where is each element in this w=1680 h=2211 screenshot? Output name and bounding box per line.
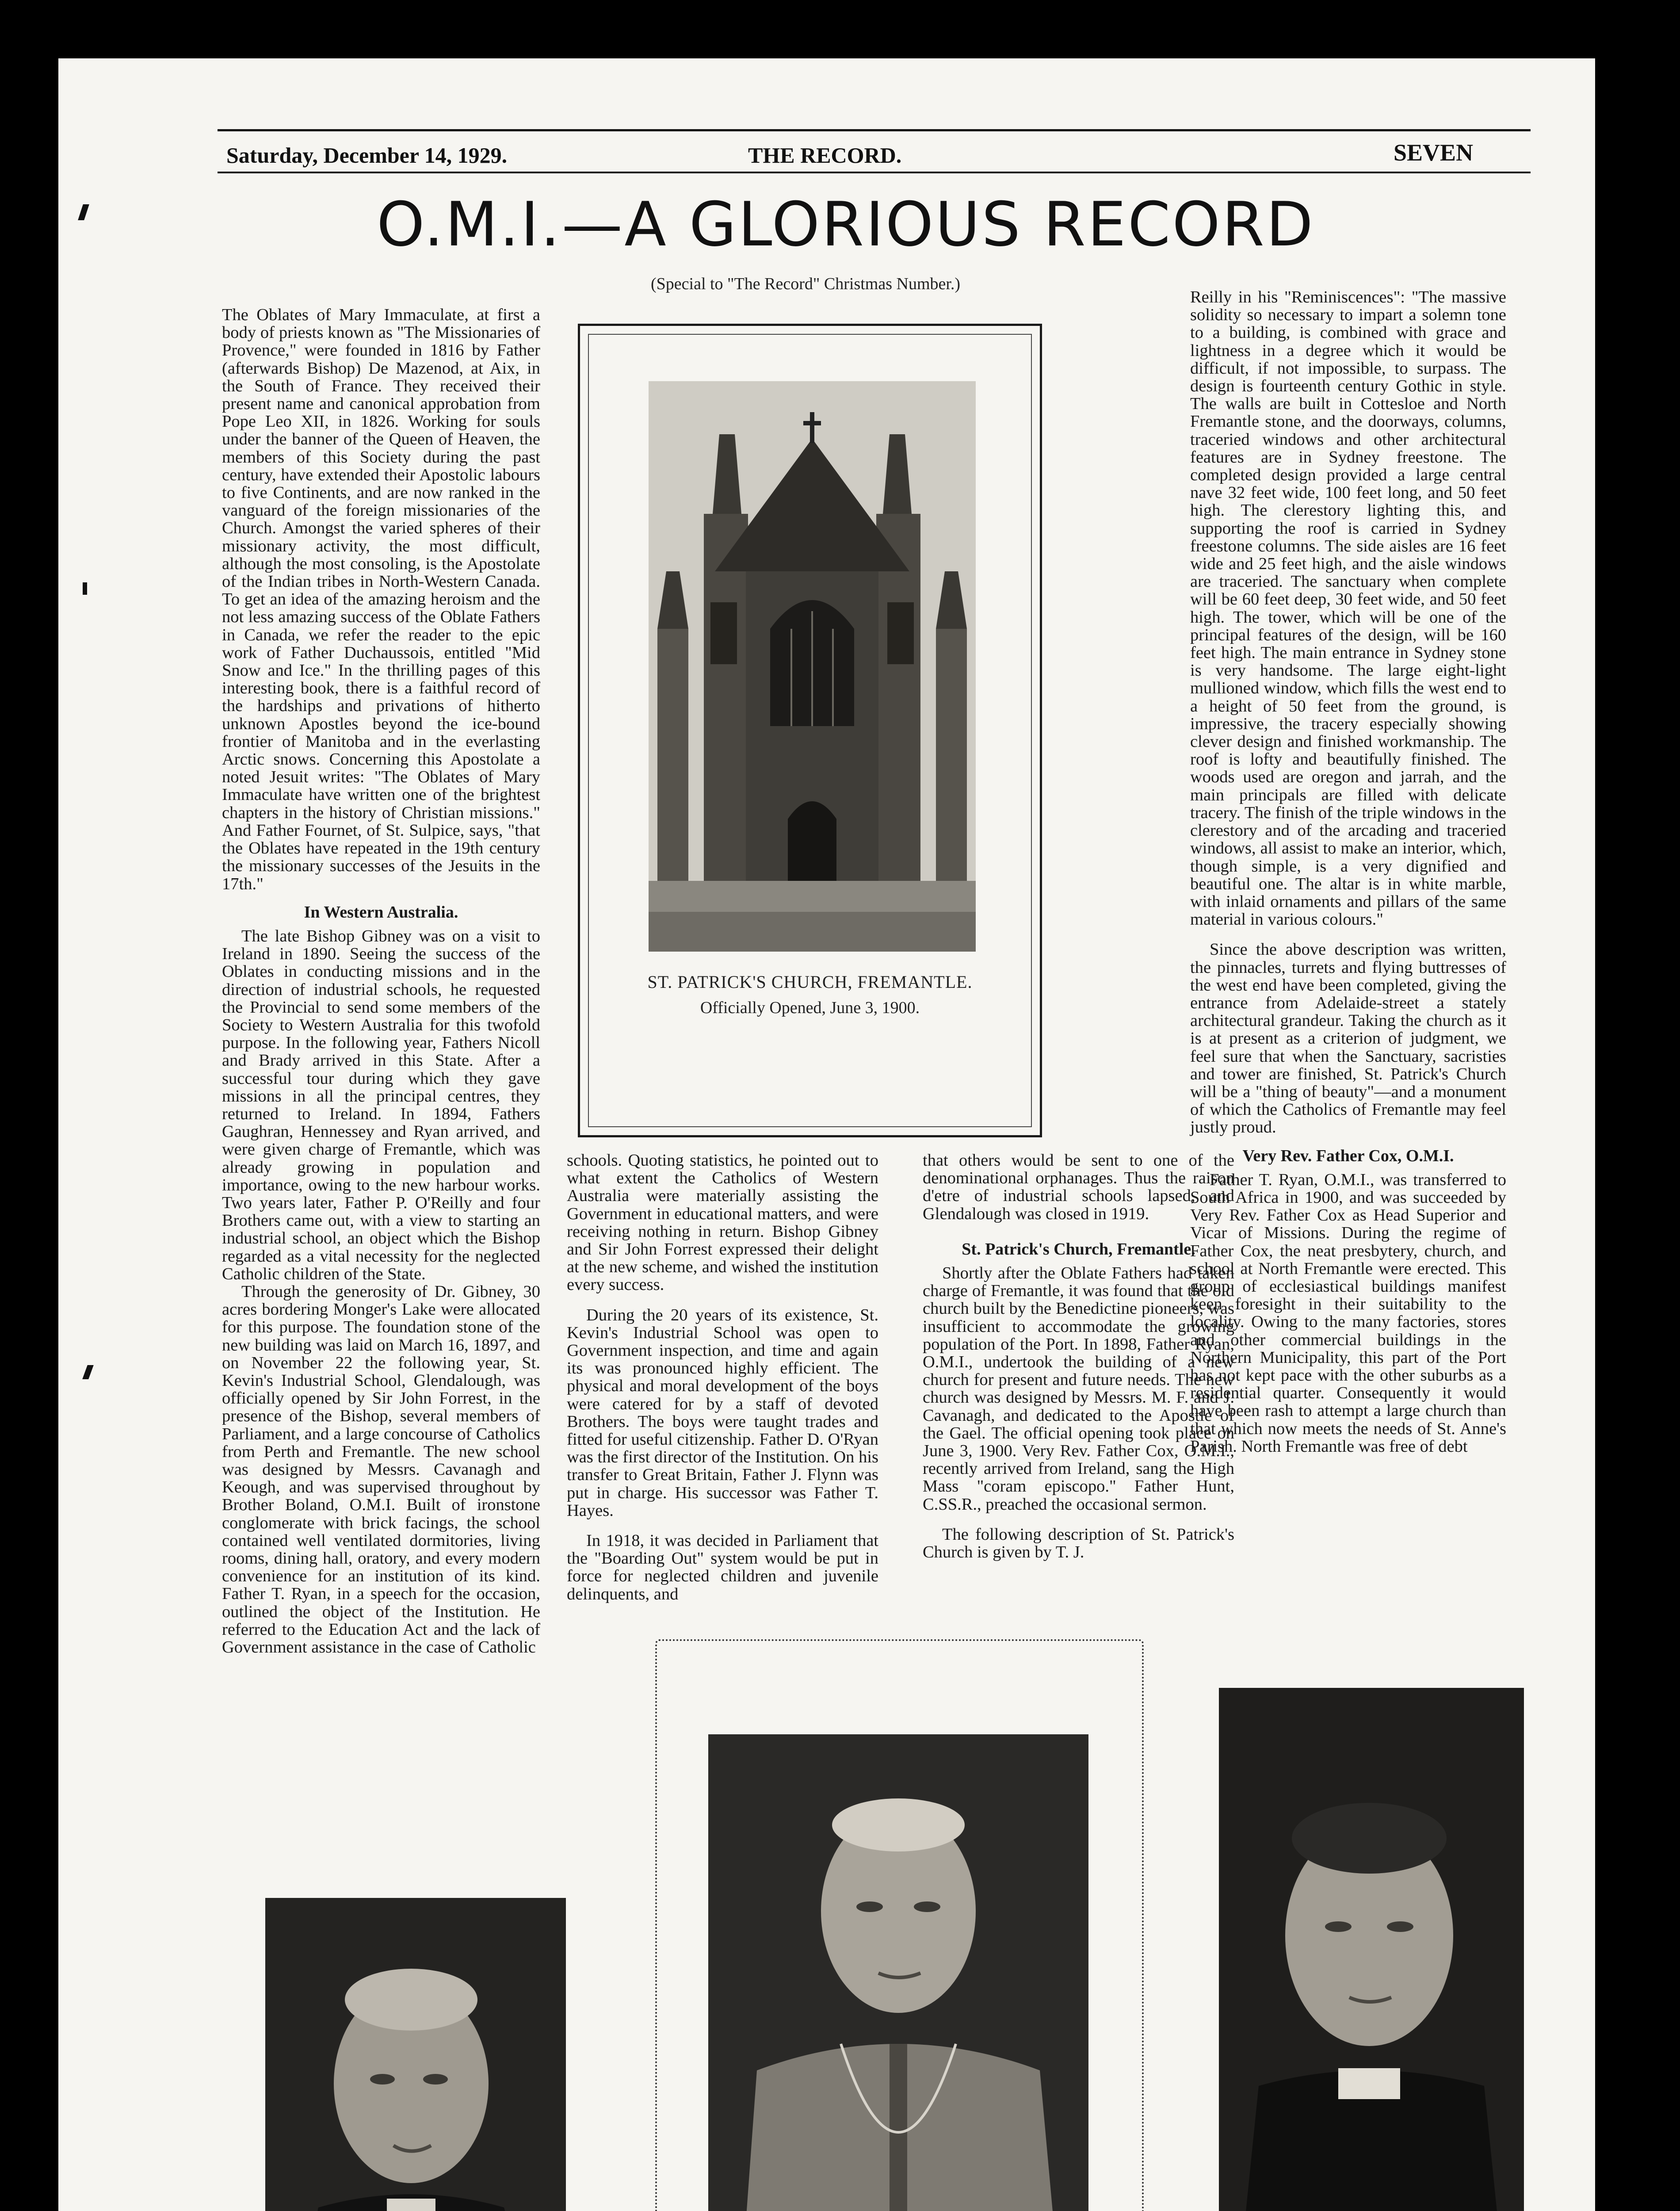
col4-paragraph-1: Reilly in his "Reminiscences": "The massive solidity so necessary to impart a solemn tone to a building, is combined with grace and lightness in a degree which it would be difficult, if not impossible, to surpass. The design is fourteenth century Gothic in style. The walls are built in Cottesloe and North Fremantle stone, and the doorways, columns, traceried windows and other architectural features are in Sydney freestone. The completed design provided a large central nave 32 feet wide, 100 feet long, and 50 feet high. The clerestory lighting this, and supporting the roof is carried in Sydney freestone columns. The side aisles are 16 feet wide and 25 feet high, and the aisle windows are traceried. The sanctuary when complete will be 60 feet deep, 30 feet wide, and 50 feet high. The tower, which will be one of the principal features of the design, will be 160 feet high. The main entrance in Sydney stone is very handsome. The large eight-light mullioned window, which fills the west end to a height of 50 feet from the ground, is impressive, the tracery especially showing clever design and finished workmanship. The roof is lofty and beautifully finished. The woods used are oregon and jarrah, and the main principals are filled with delicate tracery. The finish of the triple windows in the clerestory and of the arcading and traceried windows, all assist to make an interior, which, though simple, is a very dignified and beautiful one. The altar is in white marble, with inlaid ornaments and pillars of the same material in various colours."	[1190, 288, 1506, 929]
wa-paragraph-2: Through the generosity of Dr. Gibney, 30 acres bordering Monger's Lake were allocated for this purpose. The foundation stone of the new building was laid on March 16, 1897, and on November 22 the following year, St. Kevin's Industrial School, Glendalough, was officially opened by Sir John Forrest, in the presence of the Bishop, several members of Parliament, and a large concourse of Catholics from Perth and Fremantle. The new school was designed by Messrs. Cavanagh and Keough, and was supervised throughout by Brother Boland, O.M.I. Built of ironstone conglomerate with brick facings, the school contained well ventilated dormitories, living rooms, dining hall, oratory, and every modern convenience for an institution of its kind. Father T. Ryan, in a speech for the occasion, outlined the object of the Institution. He referred to the Education Act and the lack of Government assistance in the case of Catholic	[222, 1282, 540, 1657]
portrait-photo-callan	[1219, 1688, 1524, 2211]
church-photo-frame	[578, 324, 1042, 1137]
header-page-number: SEVEN	[1394, 139, 1474, 166]
portrait-ryan-illustration	[265, 1898, 566, 2211]
intro-paragraph: The Oblates of Mary Immaculate, at first a body of priests known as "The Missionaries of Provence," were founded in 1816 by Father (afterwards Bishop) De Mazenod, at Aix, in the South of France. They received their present name and canonical approbation from Pope Leo XII, in 1826. Working for souls under the banner of the Queen of Heaven, the members of this Society during the past century, have extended their Apostolic labours to five Continents, and are now ranked in the vanguard of the foreign missionaries of the Church. Amongst the varied spheres of their missionary activity, the most difficult, although the most consoling, is the Apostolate of the Indian tribes in North-Western Canada. To get an idea of the amazing heroism and the not less amazing success of the Oblate Fathers in Canada, we refer the reader to the epic work of Father Duchaussois, entitled "Mid Snow and Ice." In the thrilling pages of this interesting book, there is a faithful record of the hardships and privations of hitherto unknown Apostles beyond the ice-bound frontier of Manitoba and in the everlasting Arctic snows. Concerning this Apostolate a noted Jesuit writes: "The Oblates of Mary Immaculate have written one of the brightest chapters in the history of Christian missions." And Father Fournet, of St. Sulpice, says, "that the Oblates have repeated in the 19th century the missionary successes of the Jesuits in the 17th."	[222, 306, 540, 893]
col4-paragraph-3: Father T. Ryan, O.M.I., was transferred to South Africa in 1900, and was succeeded by Very Rev. Father Cox as Head Superior and Vicar of Missions. During the regime of Father Cox, the neat presbytery, church, and school at North Fremantle were erected. This group of ecclesiastical buildings manifest keen foresight in their suitability to the locality. Owing to the many factories, stores and other commercial buildings in the Northern Municipality, this part of the Port has not kept pace with the other suburbs as a residential quarter. Consequently it would have been rash to attempt a large church than that which now meets the needs of St. Anne's Parish. North Fremantle was free of debt	[1190, 1170, 1506, 1456]
portrait-callan-illustration	[1219, 1688, 1524, 2211]
column-4	[1190, 288, 1506, 1455]
column-3	[923, 1151, 1234, 1561]
article-title: O.M.I.—A GLORIOUS RECORD	[377, 189, 1315, 260]
article-subtitle: (Special to "The Record" Christmas Number.)	[651, 275, 961, 293]
col4-paragraph-2: Since the above description was written, the pinnacles, turrets and flying buttresses of the west end have been completed, giving the entrance from Adelaide-street a stately architectural grandeur. Taking the church as it is at present as a criterion of judgment, we feel sure that when the Sanctuary, sacristies and tower are finished, St. Patrick's Church will be a "thing of beauty"—and a monument of which the Catholics of Fremantle may feel justly proud.	[1190, 940, 1506, 1137]
col3-paragraph-3: The following description of St. Patrick's Church is given by T. J.	[923, 1525, 1234, 1562]
column-2	[567, 1151, 878, 1603]
portrait-photo-ryan	[265, 1898, 566, 2211]
col2-paragraph-3: In 1918, it was decided in Parliament that the "Boarding Out" system would be put in force for neglected children and juvenile delinquents, and	[567, 1531, 878, 1603]
margin-mark	[82, 1365, 94, 1379]
section-heading-father-cox: Very Rev. Father Cox, O.M.I.	[1242, 1146, 1454, 1165]
col3-paragraph-1: that others would be sent to one of the denominational orphanages. Thus the raison d'etre of industrial schools lapsed, and Glendalough was closed in 1919.	[923, 1151, 1234, 1223]
margin-mark	[83, 582, 87, 595]
col2-paragraph-1: schools. Quoting statistics, he pointed out to what extent the Catholics of Western Australia were materially assisting the Government in educational matters, and were receiving nothing in return. Bishop Gibney and Sir John Forrest expressed their delight at the new scheme, and wished the institution every success.	[567, 1151, 878, 1294]
church-photo-caption: ST. PATRICK'S CHURCH, FREMANTLE.	[647, 972, 973, 992]
wa-paragraph-1: The late Bishop Gibney was on a visit to Ireland in 1890. Seeing the success of the Oblates in conducting missions and in the direction of industrial schools, he requested the Provincial to send some members of the Society to Western Australia for this twofold purpose. In the following year, Fathers Nicoll and Brady arrived in this State. After a successful tour during which they gave missions in all the principal centres, they returned to Ireland. In 1894, Fathers Gaughran, Hennessey and Ryan arrived, and were given charge of Fremantle, which was already growing in population and importance, owing to the new harbour works. Two years later, Father P. O'Reilly and four Brothers came out, with a view to starting an industrial school, an object which the Bishop regarded as a vital necessity for the neglected Catholic children of the State.	[222, 926, 540, 1283]
header-rule-top	[218, 129, 1531, 131]
section-heading-western-australia: In Western Australia.	[304, 903, 458, 922]
header-date: Saturday, December 14, 1929.	[226, 143, 508, 168]
col3-paragraph-2: Shortly after the Oblate Fathers had taken charge of Fremantle, it was found that the old church built by the Benedictine pioneers, was insufficient to accommodate the growing population of the Port. In 1898, Father Ryan, O.M.I., undertook the building of a new church for present and future needs. The new church was designed by Messrs. M. F. and J. Cavanagh, and dedicated to the Apostle of the Gael. The official opening took place on June 3, 1900. Very Rev. Father Cox, O.M.I., recently arrived from Ireland, sang the High Mass "coram episcopo." Father Hunt, C.SS.R., preached the occasional sermon.	[923, 1264, 1234, 1514]
col2-paragraph-2: During the 20 years of its existence, St. Kevin's Industrial School was open to Government inspection, and time and again its was pronounced highly efficient. The physical and moral development of the boys were catered for by a staff of devoted Brothers. The boys were taught trades and fitted for useful citizenship. Father D. O'Ryan was the first director of the Institution. On his transfer to Great Britain, Father J. Flynn was put in charge. His successor was Father T. Hayes.	[567, 1305, 878, 1520]
church-photo	[649, 381, 976, 952]
newspaper-page	[58, 58, 1595, 2211]
header-paper-name: THE RECORD.	[748, 143, 902, 168]
portrait-photo-cox	[708, 1734, 1088, 2211]
section-heading-st-patricks-church: St. Patrick's Church, Fremantle.	[962, 1239, 1195, 1259]
column-1	[222, 306, 540, 1656]
margin-mark	[78, 204, 89, 220]
church-photo-subcaption: Officially Opened, June 3, 1900.	[700, 998, 920, 1017]
portrait-cox-illustration	[708, 1734, 1088, 2211]
header-rule-bottom	[218, 172, 1531, 173]
church-illustration	[649, 381, 976, 952]
